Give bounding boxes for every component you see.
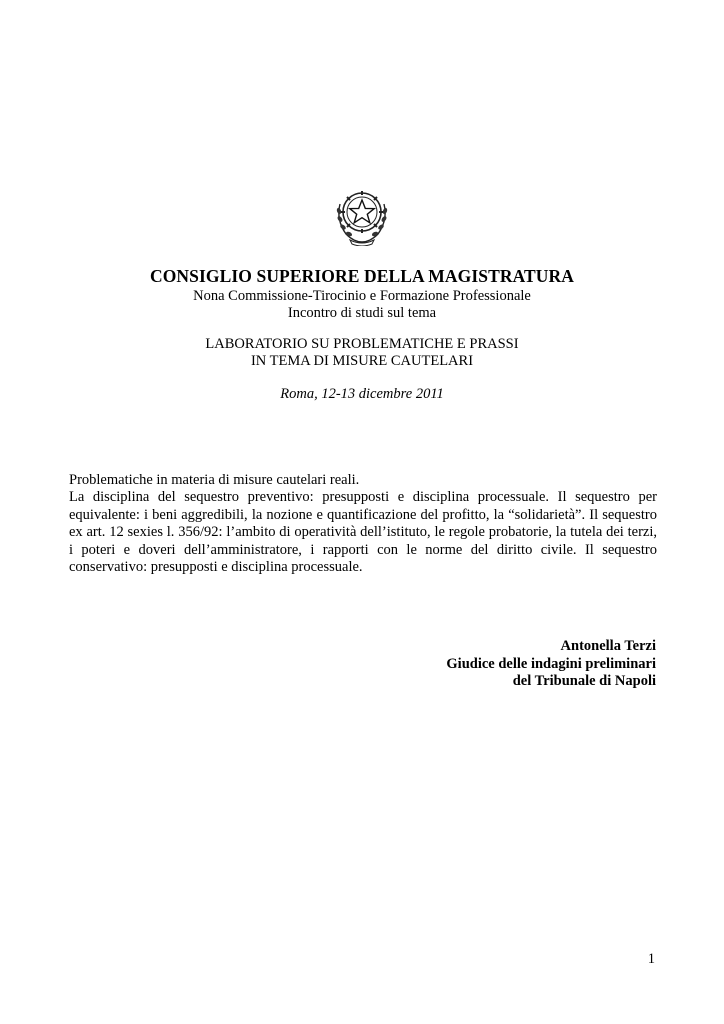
topic-line-1: LABORATORIO SU PROBLEMATICHE E PRASSI [205, 336, 519, 352]
meeting-line: Incontro di studi sul tema [287, 305, 437, 321]
date-place: Roma, 12-13 dicembre 2011 [280, 386, 444, 402]
signature-role: Giudice delle indagini preliminari [446, 655, 656, 672]
organization-title: CONSIGLIO SUPERIORE DELLA MAGISTRATURA [149, 266, 575, 286]
abstract-section [69, 472, 657, 576]
topic-line-2: IN TEMA DI MISURE CAUTELARI [250, 353, 474, 369]
italian-republic-emblem-icon [332, 184, 392, 246]
signature-court: del Tribunale di Napoli [512, 673, 656, 689]
abstract-paragraph: La disciplina del sequestro preventivo: presupposti e disciplina processuale. Il sequestro per equivalente: i beni aggredibili, la nozione e quantificazione del profitto, la “solidarietà”. Il sequestro ex art. 12 sexies l. 356/92: l’ambito di operatività dell’istituto, le regole probatorie, la tutela dei terzi, i poteri e doveri dell’amministratore, i rapporti con le norme del diritto civile. Il sequestro conservativo: presupposti e disciplina processuale. [69, 489, 657, 576]
page-number: 1 [647, 951, 655, 967]
signature-block [446, 638, 656, 691]
commission-line: Nona Commissione-Tirocinio e Formazione Professionale [193, 288, 531, 304]
signature-name: Antonella Terzi [560, 638, 656, 654]
abstract-heading: Problematiche in materia di misure cautelari reali. [69, 472, 360, 488]
